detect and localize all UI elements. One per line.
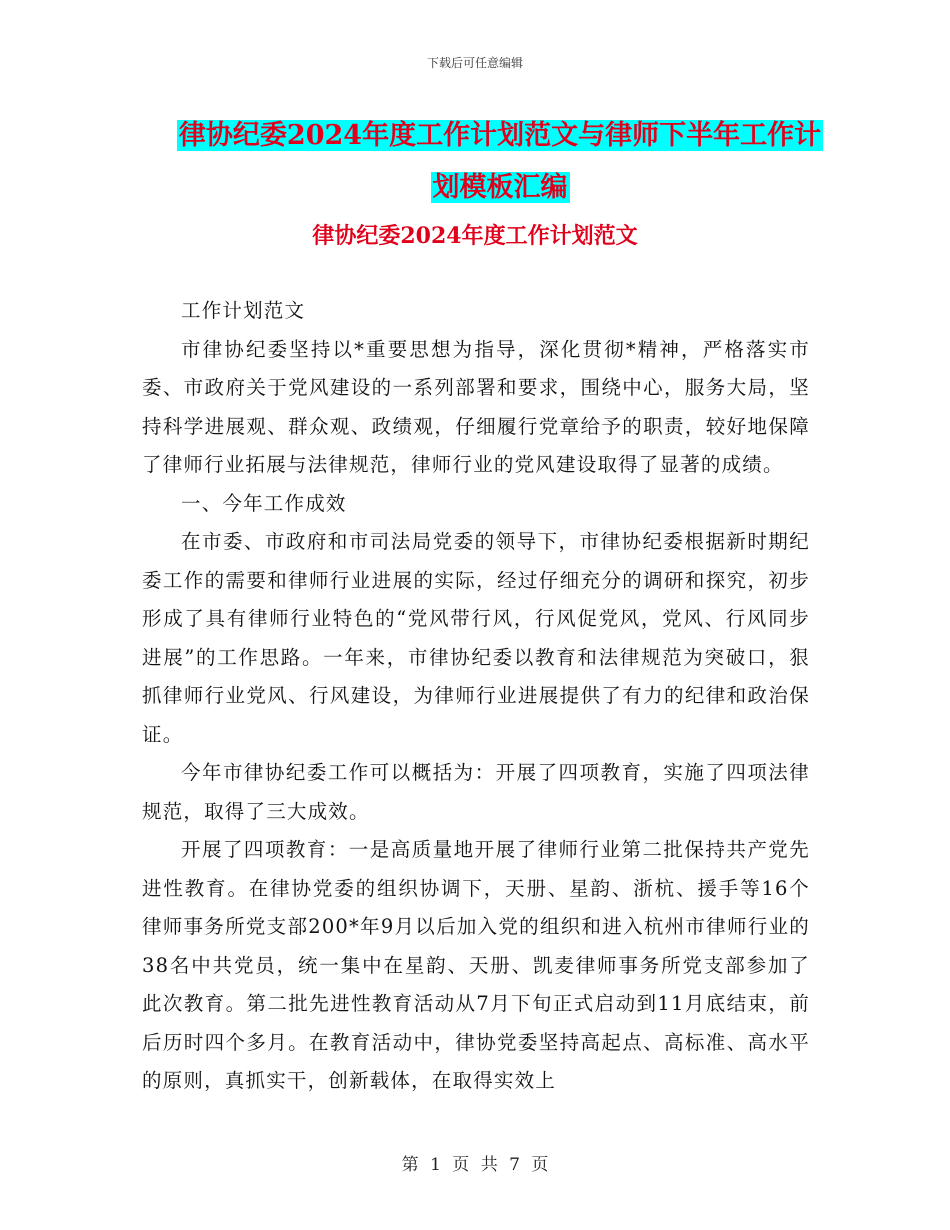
paragraph-four-educations: 开展了四项教育：一是高质量地开展了律师行业第二批保持共产党先进性教育。在律协党委的组织协调下，天册、星韵、浙杭、援手等16个律师事务所党支部200*年9月以后加入党的组织和进入杭州市律师行业的38名中共党员，统一集中在星韵、天册、凯麦律师事务所党支部参加了此次教育。第二批先进性教育活动从7月下旬正式启动到11月底结束，前后历时四个多月。在教育活动中，律协党委坚持高起点、高标准、高水平的原则，真抓实干，创新载体，在取得实效上 <box>142 838 810 1092</box>
document-title-line-2: 划模板汇编 <box>432 172 568 203</box>
page-number: 第 1 页 共 7 页 <box>401 1155 549 1175</box>
document-title <box>140 110 860 214</box>
paragraph-intro: 市律协纪委坚持以*重要思想为指导，深化贯彻*精神，严格落实市委、市政府关于党风建设的一系列部署和要求，围绕中心，服务大局，坚持科学进展观、群众观、政绩观，仔细履行党章给予的职责，较好地保障了律师行业拓展与法律规范，律师行业的党风建设取得了显著的成绩。 <box>142 337 810 476</box>
paragraph-leadership: 在市委、市政府和市司法局党委的领导下，市律协纪委根据新时期纪委工作的需要和律师行业进展的实际，经过仔细充分的调研和探究，初步形成了具有律师行业特色的“党风带行风，行风促党风，党风、行风同步进展”的工作思路。一年来，市律协纪委以教育和法律规范为突破口，狠抓律师行业党风、行风建设，为律师行业进展提供了有力的纪律和政治保证。 <box>142 530 810 746</box>
paragraph-heading-plan: 工作计划范文 <box>181 299 306 322</box>
document-body <box>142 292 810 1101</box>
section-title: 律协纪委2024年度工作计划范文 <box>312 223 638 249</box>
paragraph-heading-achievements: 一、今年工作成效 <box>181 491 347 515</box>
paragraph-summary: 今年市律协纪委工作可以概括为：开展了四项教育，实施了四项法律规范，取得了三大成效。 <box>142 761 810 823</box>
page-header-note: 下载后可任意编辑 <box>426 56 523 70</box>
document-title-line-1: 律协纪委2024年度工作计划范文与律师下半年工作计 <box>178 120 822 151</box>
